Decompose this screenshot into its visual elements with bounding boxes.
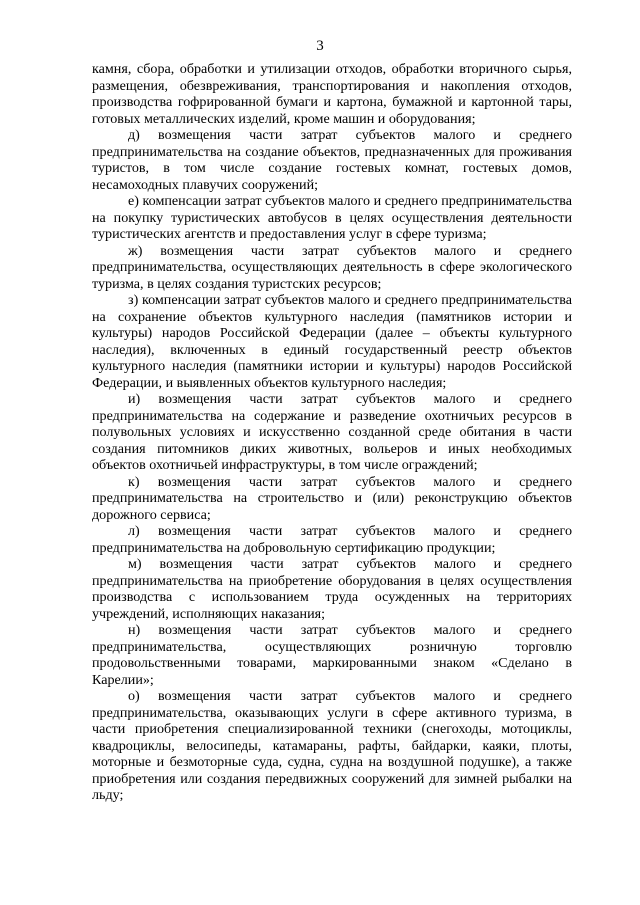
page-number: 3 <box>316 38 324 54</box>
paragraph-item-i: и) возмещения части затрат субъектов малого и среднего предпринимательства на содержание и разведение охотничьих ресурсов в полувольных условиях и искусственно созданной среде обитания в части создания питомников диких животных, вольеров и иных необходимых объектов охотничьей инфраструктуры, в том числе ограждений; <box>92 391 572 473</box>
paragraph-item-n: н) возмещения части затрат субъектов малого и среднего предпринимательства, осуществляющих розничную торговлю продовольственными товарами, маркированными знаком «Сделано в Карелии»; <box>92 622 572 688</box>
paragraph-item-m: м) возмещения части затрат субъектов малого и среднего предпринимательства на приобретение оборудования в целях осуществления производства с использованием труда осужденных на территориях учреждений, исполняющих наказания; <box>92 556 572 622</box>
paragraph-item-d: д) возмещения части затрат субъектов малого и среднего предпринимательства на создание объектов, предназначенных для проживания туристов, в том числе создание гостевых комнат, гостевых домов, несамоходных плавучих сооружений; <box>92 127 572 193</box>
document-body <box>92 61 572 804</box>
paragraph-item-z: з) компенсации затрат субъектов малого и среднего предпринимательства на сохранение объектов культурного наследия (памятников истории и культуры) народов Российской Федерации (далее – объекты культурного наследия), включенных в единый государственный реестр объектов культурного наследия (памятники истории и культуры) народов Российской Федерации, и выявленных объектов культурного наследия; <box>92 292 572 391</box>
paragraph-item-o: о) возмещения части затрат субъектов малого и среднего предпринимательства, оказывающих услуги в сфере активного туризма, в части приобретения специализированной техники (снегоходы, мотоциклы, квадроциклы, велосипеды, катамараны, рафты, байдарки, каяки, плоты, моторные и безмоторные суда, судна, судна на воздушной подушке), а также приобретения или создания передвижных сооружений для зимней рыбалки на льду; <box>92 688 572 803</box>
paragraph-item-zh: ж) возмещения части затрат субъектов малого и среднего предпринимательства, осуществляющих деятельность в сфере экологического туризма, в целях создания туристских ресурсов; <box>92 242 572 292</box>
paragraph-item-e: е) компенсации затрат субъектов малого и среднего предпринимательства на покупку туристических автобусов в целях осуществления деятельности туристических агентств и предоставления услуг в сфере туризма; <box>92 193 572 242</box>
paragraph-item-l: л) возмещения части затрат субъектов малого и среднего предпринимательства на добровольную сертификацию продукции; <box>92 523 572 556</box>
paragraph-item-k: к) возмещения части затрат субъектов малого и среднего предпринимательства на строительство и (или) реконструкцию объектов дорожного сервиса; <box>92 473 572 523</box>
paragraph-continuation: камня, сбора, обработки и утилизации отходов, обработки вторичного сырья, размещения, обезвреживания, транспортирования и накопления отходов, производства гофрированной бумаги и картона, бумажной и картонной тары, готовых металлических изделий, кроме машин и оборудования; <box>92 61 572 127</box>
